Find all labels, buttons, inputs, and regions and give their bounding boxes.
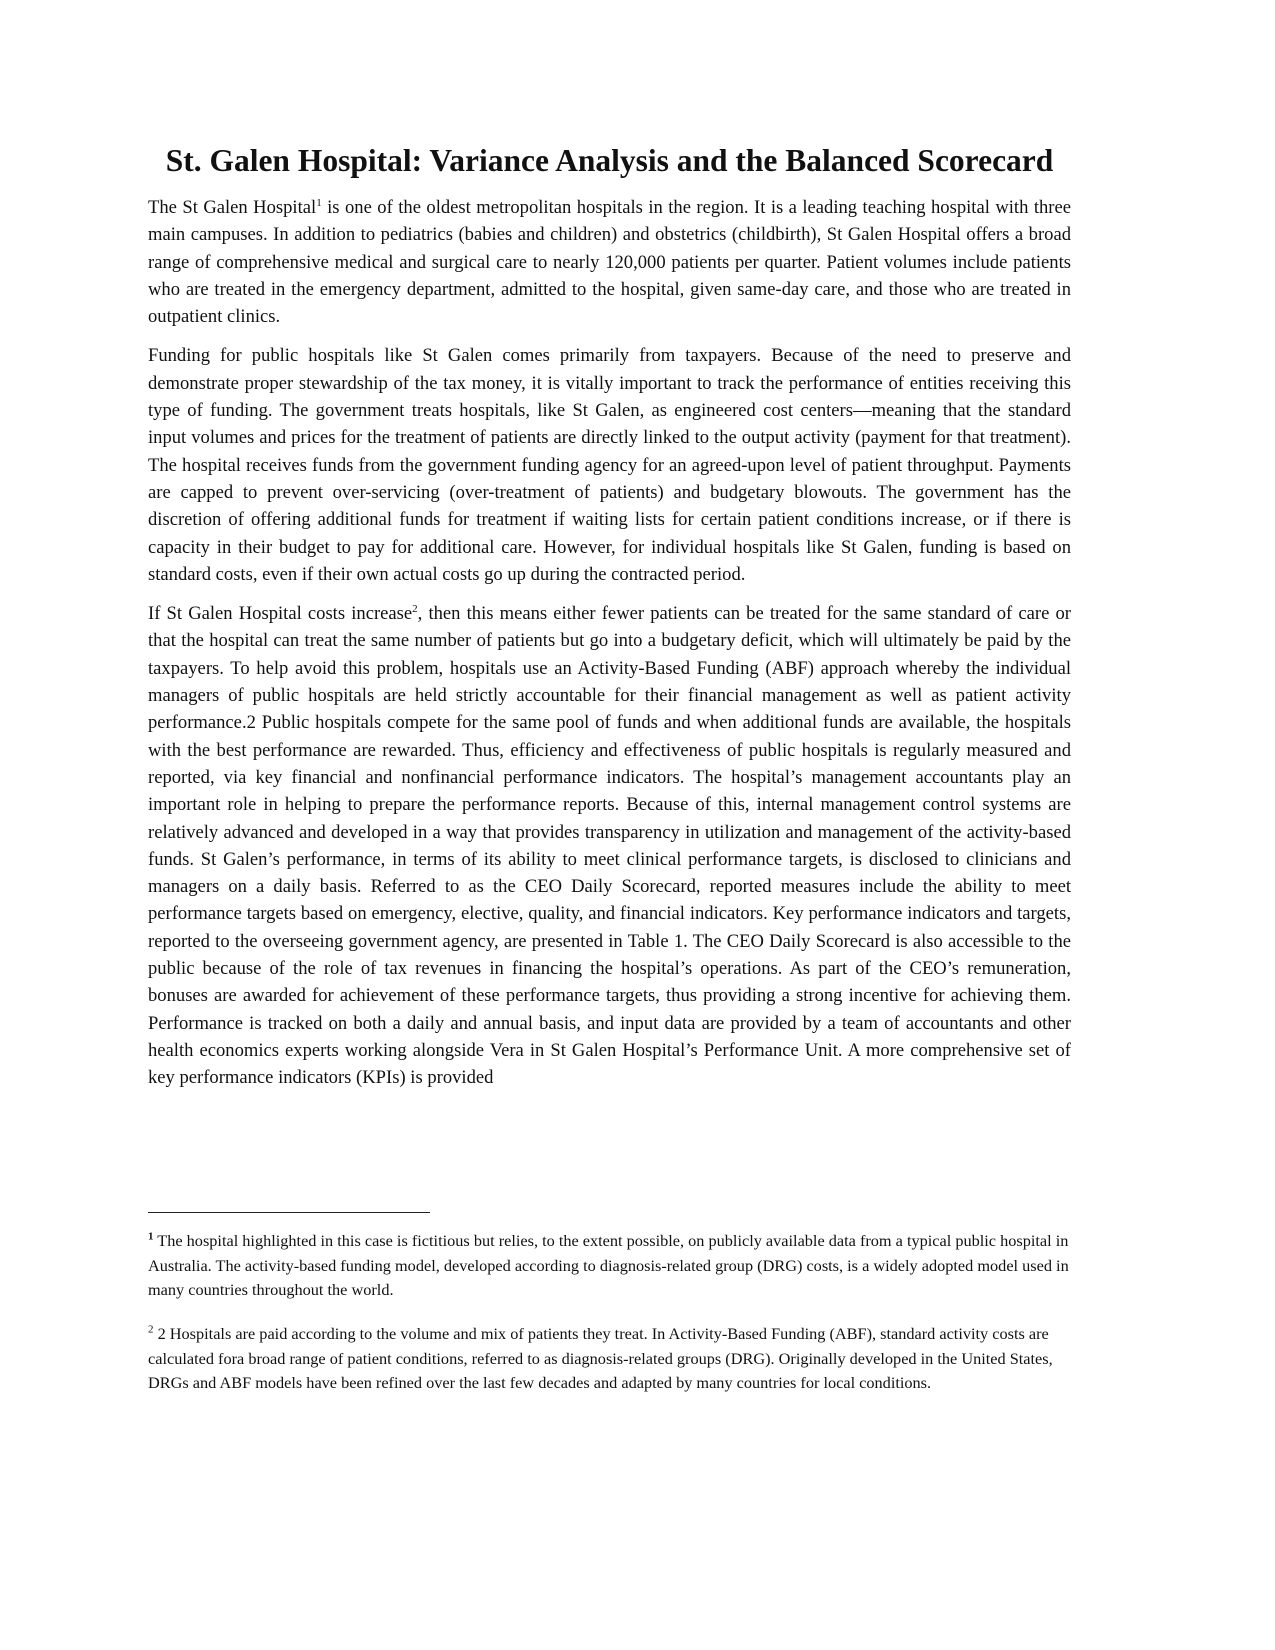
footnote-ref-1: 1 (316, 196, 322, 209)
paragraph-1-lead: The St Galen Hospital (148, 197, 317, 218)
paragraph-3-rest: , then this means either fewer patients can be treated for the same standard of care or that the hospital can treat the same number of patients but go into a budgetary deficit, which will ultimately be paid by the taxpayers. To help avoid this problem, hospitals use an Activity-Based Funding (ABF) approach whereby the individual managers of public hospitals are held strictly accountable for their financial management as well as patient activity performance.2 Public hospitals compete for the same pool of funds and when additional funds are available, the hospitals with the best performance are rewarded. Thus, efficiency and effectiveness of public hospitals is regularly measured and reported, via key financial and nonfinancial performance indicators. The hospital’s management accountants play an important role in helping to prepare the performance reports. Because of this, internal management control systems are relatively advanced and developed in a way that provides transparency in utilization and management of the activity-based funds. St Galen’s performance, in terms of its ability to meet clinical performance targets, is disclosed to clinicians and managers on a daily basis. Referred to as the CEO Daily Scorecard, reported measures include the ability to meet performance targets based on emergency, elective, quality, and financial indicators. Key performance indicators and targets, reported to the overseeing government agency, are presented in Table 1. The CEO Daily Scorecard is also accessible to the public because of the role of tax revenues in financing the hospital’s operations. As part of the CEO’s remuneration, bonuses are awarded for achievement of these performance targets, thus providing a strong incentive for achieving them. Performance is tracked on both a daily and annual basis, and input data are provided by a team of accountants and other health economics experts working alongside Vera in St Galen Hospital’s Performance Unit. A more comprehensive set of key performance indicators (KPIs) is provided (148, 603, 1071, 1089)
footnote-separator (148, 1212, 430, 1213)
body-paragraph-1 (148, 194, 1071, 330)
footnote-1 (148, 1229, 1071, 1303)
footnote-2 (148, 1322, 1071, 1396)
paragraph-1-rest: is one of the oldest metropolitan hospitals in the region. It is a leading teaching hospital with three main campuses. In addition to pediatrics (babies and children) and obstetrics (childbirth), St Galen Hospital offers a broad range of comprehensive medical and surgical care to nearly 120,000 patients per quarter. Patient volumes include patients who are treated in the emergency department, admitted to the hospital, given same-day care, and those who are treated in outpatient clinics. (148, 197, 1071, 328)
footnote-2-text: 2 Hospitals are paid according to the volume and mix of patients they treat. In Activity-Based Funding (ABF), standard activity costs are calculated fora broad range of patient conditions, referred to as diagnosis-related groups (DRG). Originally developed in the United States, DRGs and ABF models have been refined over the last few decades and adapted by many countries for local conditions. (148, 1324, 1053, 1392)
paragraph-3-lead: If St Galen Hospital costs increase (148, 603, 413, 625)
footnote-2-mark: 2 (148, 1323, 154, 1336)
footnote-1-mark: 1 (148, 1230, 154, 1243)
body-paragraph-2: Funding for public hospitals like St Galen comes primarily from taxpayers. Because of the need to preserve and demonstrate proper stewardship of the tax money, it is vitally important to track the performance of entities receiving this type of funding. The government treats hospitals, like St Galen, as engineered cost centers—meaning that the standard input volumes and prices for the treatment of patients are directly linked to the output activity (payment for that treatment). The hospital receives funds from the government funding agency for an agreed-upon level of patient throughput. Payments are capped to prevent over-servicing (over-treatment of patients) and budgetary blowouts. The government has the discretion of offering additional funds for treatment if waiting lists for certain patient conditions increase, or if there is capacity in their budget to pay for additional care. However, for individual hospitals like St Galen, funding is based on standard costs, even if their own actual costs go up during the contracted period. (148, 345, 1071, 585)
document-title: St. Galen Hospital: Variance Analysis and the Balanced Scorecard (165, 143, 1054, 178)
body-paragraph-3 (148, 600, 1071, 1091)
footnote-1-text: The hospital highlighted in this case is fictitious but relies, to the extent possible, on publicly available data from a typical public hospital in Australia. The activity-based funding model, developed according to diagnosis-related group (DRG) costs, is a widely adopted model used in many countries throughout the world. (148, 1231, 1069, 1299)
footnote-ref-2: 2 (412, 602, 418, 615)
document-page (148, 140, 1071, 1520)
